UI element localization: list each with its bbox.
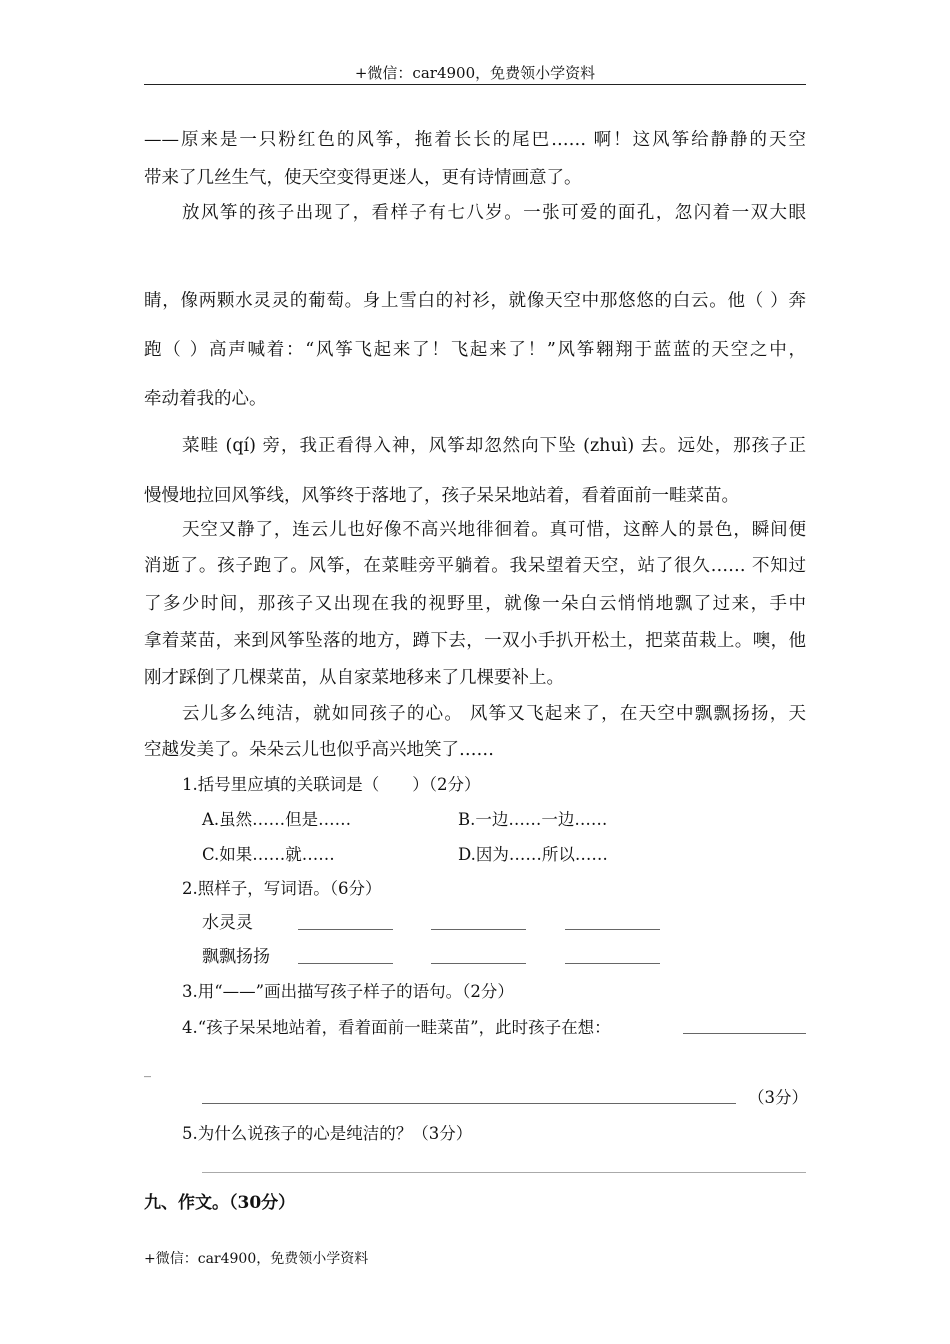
passage-line: ——原来是一只粉红色的风筝，拖着长长的尾巴…… 啊！这风筝给静静的天空 [144,130,806,150]
answer-blank[interactable] [431,929,526,930]
passage-line: 慢慢地拉回风筝线，风筝终于落地了，孩子呆呆地站着，看着面前一畦菜苗。 [144,486,739,506]
option-c[interactable]: C.如果……就…… [202,845,335,864]
answer-blank[interactable] [565,929,660,930]
passage-line: 消逝了。孩子跑了。风筝，在菜畦旁平躺着。我呆望着天空，站了很久…… 不知过 [144,556,806,576]
passage-line: 拿着菜苗，来到风筝坠落的地方，蹲下去，一双小手扒开松土，把菜苗栽上。噢，他 [144,631,806,651]
option-a[interactable]: A.虽然……但是…… [202,810,352,829]
answer-line[interactable] [202,1103,736,1104]
option-d[interactable]: D.因为……所以…… [458,845,608,864]
passage-line: 云儿多么纯洁，就如同孩子的心。 风筝又飞起来了，在天空中飘飘扬扬，天 [182,704,806,724]
answer-blank[interactable] [298,963,393,964]
passage-line: 放风筝的孩子出现了，看样子有七八岁。一张可爱的面孔，忽闪着一双大眼 [182,203,806,223]
answer-blank[interactable] [565,963,660,964]
sample-word: 水灵灵 [202,913,253,933]
page-footer: +微信：car4900，免费领小学资料 [144,1251,369,1267]
passage-line: 了多少时间，那孩子又出现在我的视野里，就像一朵白云悄悄地飘了过来，手中 [144,594,806,614]
sample-word: 飘飘扬扬 [202,947,270,967]
question-1: 1.括号里应填的关联词是（ ）（2分） [182,775,481,794]
question-3: 3.用“——”画出描写孩子样子的语句。（2分） [182,982,514,1001]
answer-blank[interactable] [431,963,526,964]
passage-line: 菜畦 (qí) 旁，我正看得入神，风筝却忽然向下坠 (zhuì) 去。远处，那孩子正 [182,436,806,456]
answer-line[interactable] [202,1172,806,1173]
passage-line: 空越发美了。朵朵云儿也似乎高兴地笑了…… [144,740,494,760]
continuation-mark: _ [144,1062,151,1078]
answer-blank[interactable] [683,1033,806,1034]
passage-line: 天空又静了，连云儿也好像不高兴地徘徊着。真可惜，这醉人的景色，瞬间便 [182,520,806,540]
answer-blank[interactable] [298,929,393,930]
passage-line: 牵动着我的心。 [144,389,267,409]
question-4: 4.“孩子呆呆地站着，看着面前一畦菜苗”，此时孩子在想： [182,1018,611,1037]
question-2: 2.照样子，写词语。（6分） [182,879,382,898]
passage-line: 带来了几丝生气，使天空变得更迷人，更有诗情画意了。 [144,168,582,188]
passage-line: 刚才踩倒了几棵菜苗，从自家菜地移来了几棵要补上。 [144,668,564,688]
page-header: +微信：car4900，免费领小学资料 [354,64,596,82]
header-divider [144,84,806,85]
question-5: 5.为什么说孩子的心是纯洁的？（3分） [182,1124,473,1143]
passage-line: 睛，像两颗水灵灵的葡萄。身上雪白的衬衫，就像天空中那悠悠的白云。他（ ）奔 [144,291,806,311]
passage-line: 跑（ ）高声喊着：“风筝飞起来了！飞起来了！”风筝翱翔于蓝蓝的天空之中， [144,340,806,360]
question-4-score: （3分） [748,1088,808,1107]
option-b[interactable]: B.一边……一边…… [458,810,608,829]
section-9-title: 九、作文。（30分） [144,1193,296,1213]
